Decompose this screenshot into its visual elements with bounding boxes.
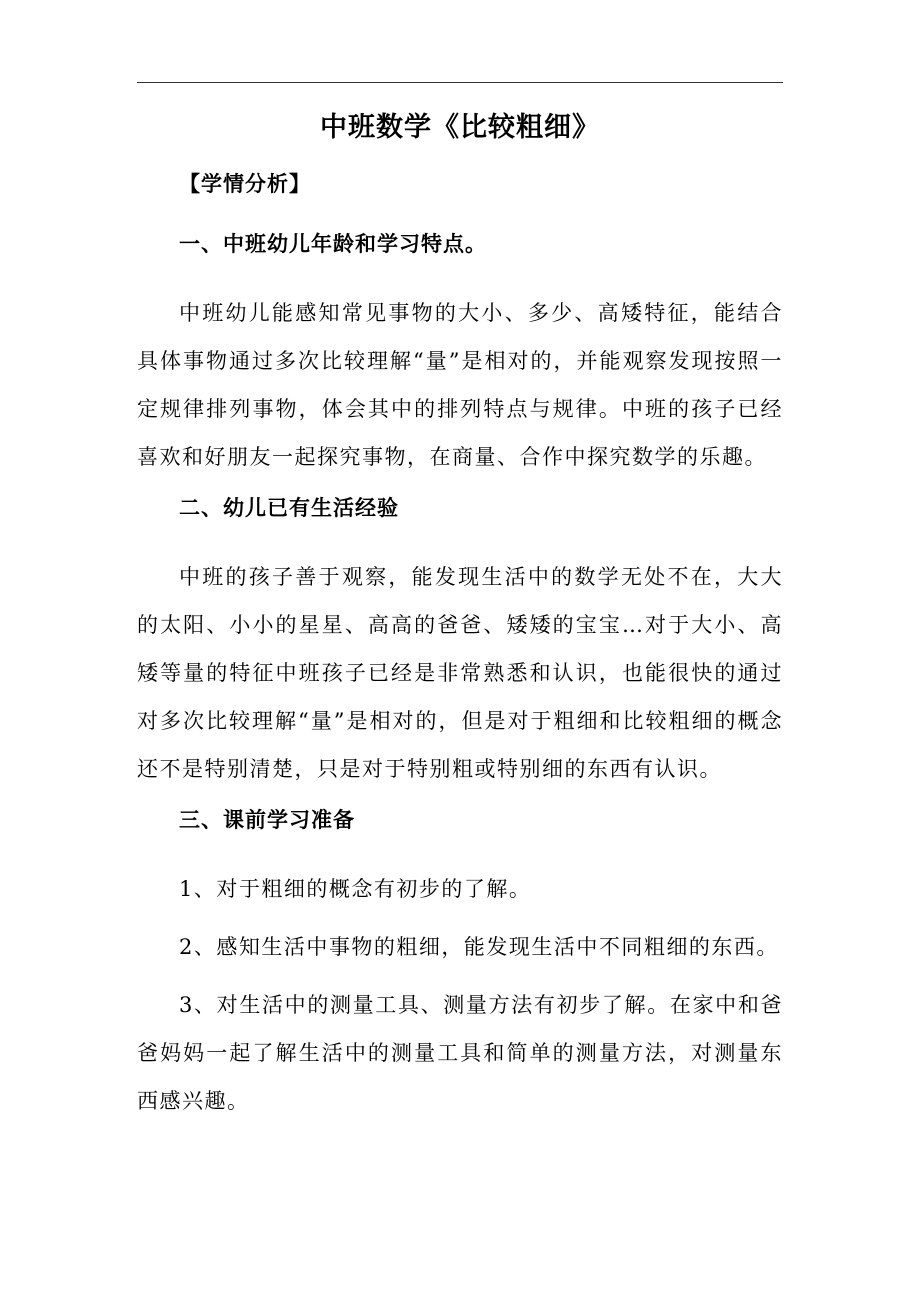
- section-heading-3: 三、课前学习准备: [179, 808, 355, 832]
- section-3-item-2: 2、感知生活中事物的粗细，能发现生活中不同粗细的东西。: [179, 935, 779, 959]
- section-heading-2: 二、幼儿已有生活经验: [179, 496, 399, 520]
- section-label: 【学情分析】: [179, 172, 311, 196]
- section-3-item-1: 1、对于粗细的概念有初步的了解。: [179, 877, 532, 901]
- section-2-paragraph-1: 中班的孩子善于观察，能发现生活中的数学无处不在，大大的太阳、小小的星星、高高的爸爸、矮矮的宝宝…对于大小、高矮等量的特征中班孩子已经是非常熟悉和认识，也能很快的通过对多次比较理解“量”是相对的，但是对于粗细和比较粗细的概念还不是特别清楚，只是对于特别粗或特别细的东西有认识。: [137, 565, 783, 781]
- section-1-paragraph-1: 中班幼儿能感知常见事物的大小、多少、高矮特征，能结合具体事物通过多次比较理解“量”是相对的，并能观察发现按照一定规律排列事物，体会其中的排列特点与规律。中班的孩子已经喜欢和好朋友一起探究事物，在商量、合作中探究数学的乐趣。: [137, 301, 783, 469]
- section-3-item-3: 3、对生活中的测量工具、测量方法有初步了解。在家中和爸爸妈妈一起了解生活中的测量工具和简单的测量方法，对测量东西感兴趣。: [137, 993, 783, 1113]
- section-heading-1: 一、中班幼儿年龄和学习特点。: [179, 232, 487, 256]
- document-body: [137, 108, 783, 1135]
- header-rule: [137, 82, 783, 83]
- document-title: 中班数学《比较粗细》: [320, 112, 600, 143]
